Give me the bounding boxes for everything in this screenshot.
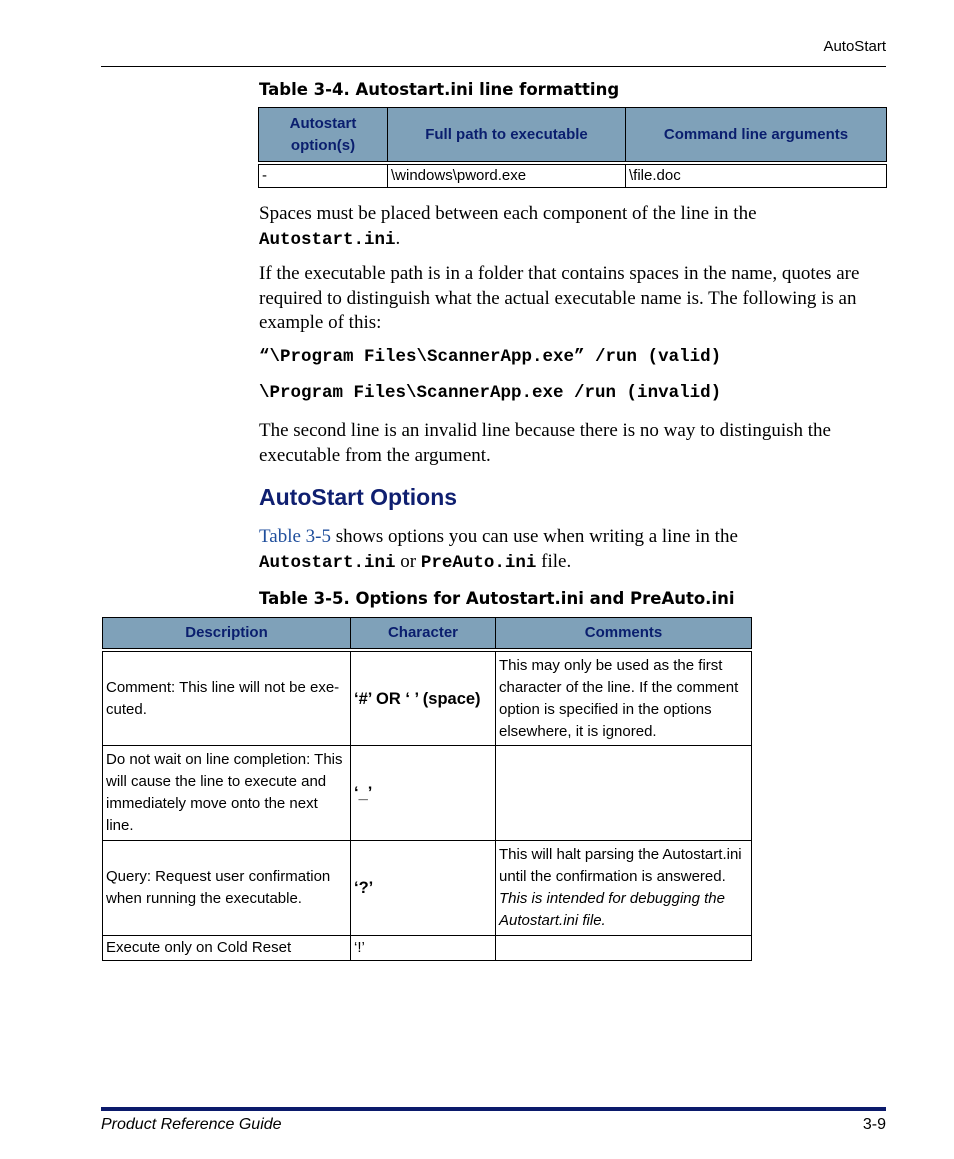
code-line-invalid: \Program Files\ScannerApp.exe /run (invalid) [259, 383, 722, 403]
table-row [103, 652, 752, 746]
code-line-valid: “\Program Files\ScannerApp.exe” /run (valid) [259, 347, 722, 367]
inline-code-autostart-ini: Autostart.ini [259, 552, 396, 573]
page-number: 3-9 [862, 1116, 886, 1133]
table-3-4-cell-path: \windows\pword.exe [388, 165, 626, 188]
option-description: Query: Request user confirmation when running the executable. [103, 841, 351, 936]
paragraph-quotes: If the executable path is in a folder that contains spaces in the name, quotes are required to distinguish what the actual executable name is. The following is an example of this: [259, 263, 860, 333]
table-3-5-link[interactable]: Table 3-5 [259, 526, 332, 547]
paragraph-spaces: Spaces must be placed between each component of the line in the Autostart.ini. [259, 203, 757, 250]
section-heading: AutoStart Options [259, 484, 458, 510]
footer-title: Product Reference Guide [101, 1116, 282, 1133]
table-3-4-header-option: Autostart option(s) [259, 108, 388, 162]
running-header: AutoStart [823, 38, 886, 55]
table-3-4-cell-args: \file.doc [626, 165, 887, 188]
table-3-5-header-comments: Comments [496, 618, 752, 649]
table-row [103, 746, 752, 841]
option-description: Do not wait on line completion: This will cause the line to execute and immediately move onto the next line. [103, 746, 351, 841]
table-3-4-cell-option: - [259, 165, 388, 188]
table-3-5-header-description: Description [103, 618, 351, 649]
option-character: ‘#’ OR ‘ ’ (space) [351, 652, 496, 746]
table-3-5-caption: Table 3-5. Options for Autostart.ini and PreAuto.ini [259, 589, 735, 608]
table-3-4 [258, 107, 887, 188]
header-rule [101, 66, 886, 67]
table-3-4-header-path: Full path to executable [388, 108, 626, 162]
paragraph-invalid-explanation: The second line is an invalid line because there is no way to distinguish the executable from the argument. [259, 420, 831, 466]
option-comment-italic: This is intended for debugging the Autostart.ini file. [499, 890, 725, 929]
option-comment [496, 936, 752, 961]
footer-rule [101, 1107, 886, 1111]
table-3-5-header-character: Character [351, 618, 496, 649]
table-3-5 [102, 617, 752, 961]
table-3-4-header-args: Command line arguments [626, 108, 887, 162]
table-3-4-caption: Table 3-4. Autostart.ini line formatting [259, 80, 620, 99]
inline-code-preauto-ini: PreAuto.ini [420, 552, 537, 573]
option-character: ‘!’ [351, 936, 496, 961]
option-description: Comment: This line will not be exe-cuted. [103, 652, 351, 746]
table-row [103, 841, 752, 936]
inline-code-autostart: Autostart.ini [259, 229, 396, 250]
option-character: ‘?’ [351, 841, 496, 936]
option-description: Execute only on Cold Reset [103, 936, 351, 961]
option-comment: This may only be used as the first character of the line. If the comment option is specified in the options elsewhere, it is ignored. [496, 652, 752, 746]
option-comment: This will halt parsing the Autostart.ini until the confirmation is answered. This is intended for debugging the Autostart.ini file. [496, 841, 752, 936]
option-character: ‘_’ [351, 746, 496, 841]
paragraph-options-intro: Table 3-5 shows options you can use when writing a line in the Autostart.ini or PreAuto.ini file. [259, 526, 738, 573]
table-row [259, 165, 887, 188]
table-row [103, 936, 752, 961]
option-comment [496, 746, 752, 841]
